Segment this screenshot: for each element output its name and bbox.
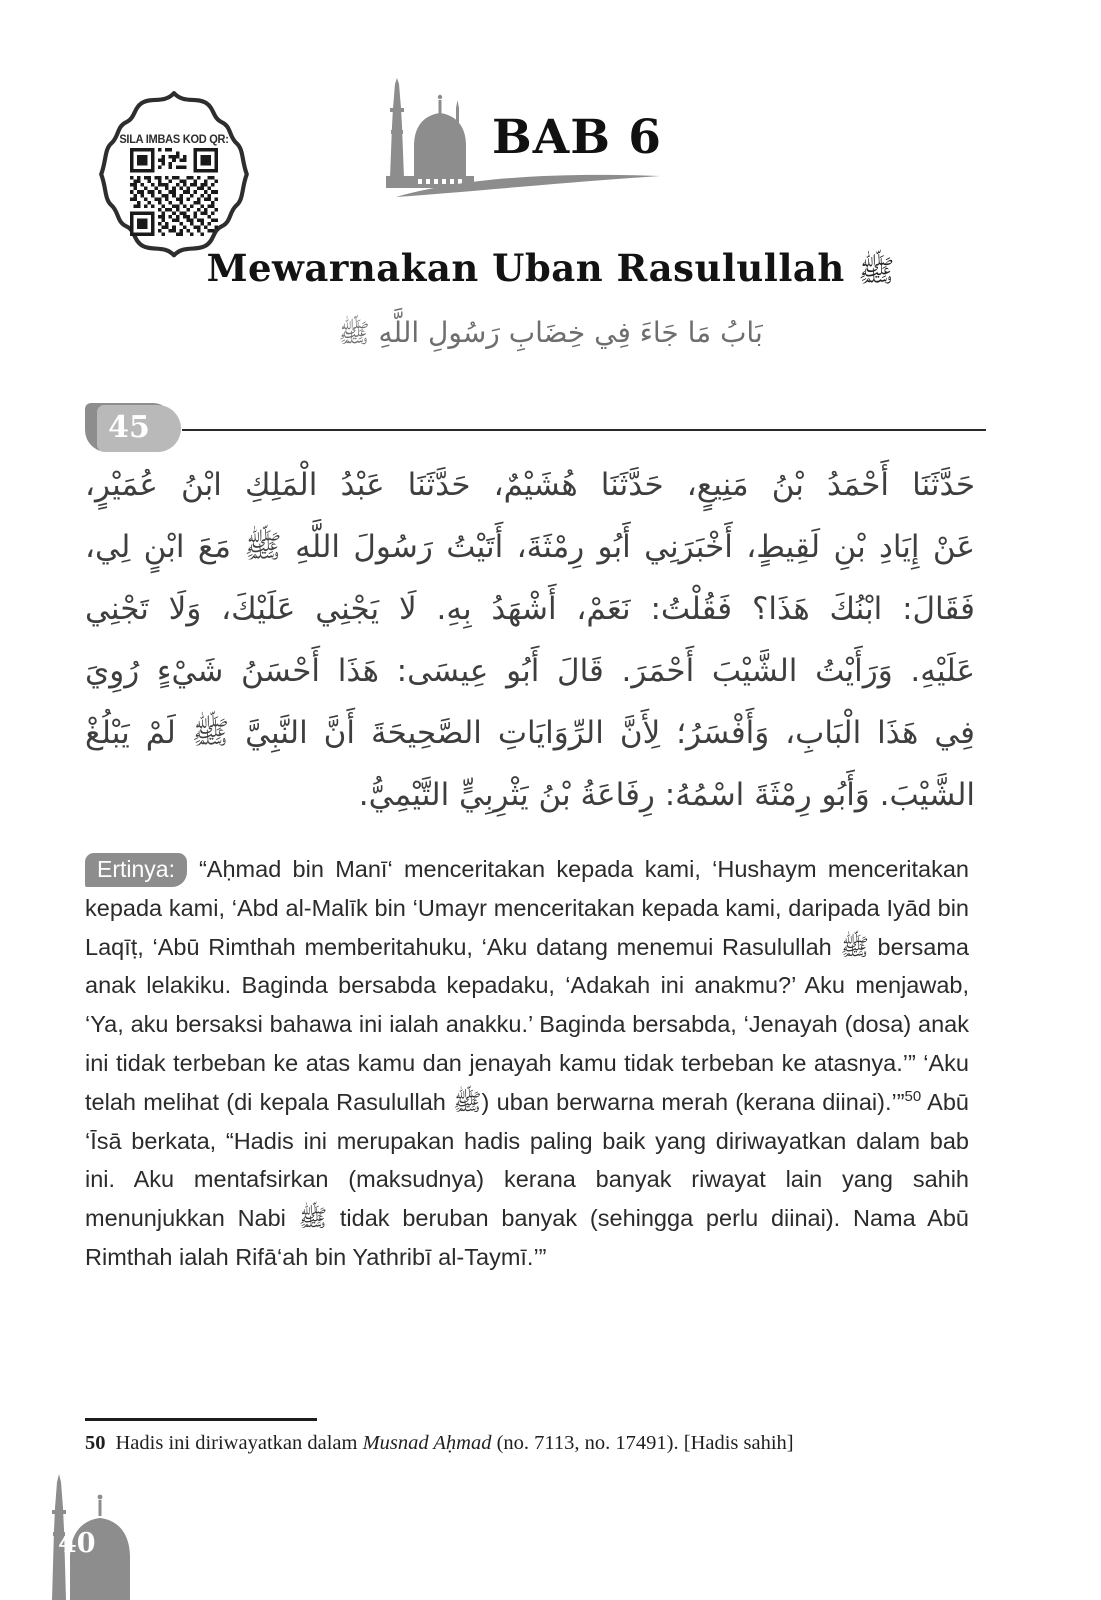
arabic-line: فِي هَذَا الْبَابِ، وَأَفْسَرُ؛ لِأَنَّ الرِّوَايَاتِ الصَّحِيحَةَ أَنَّ النَّبِيَّ ﷺ لَمْ يَبْلُغْ: [85, 715, 975, 751]
page-title: [0, 246, 1101, 296]
arabic-chapter-heading-text: بَابُ مَا جَاءَ فِي خِضَابِ رَسُولِ اللَّهِ: [378, 316, 763, 349]
ertinya-badge: Ertinya:: [85, 853, 187, 887]
arabic-chapter-heading: [0, 316, 1101, 355]
swoosh-decoration-icon: [392, 170, 664, 198]
translation-text: “Aḥmad bin Manī‘ menceritakan kepada kami, ‘Hushaym menceritakan kepada kami, ‘Abd al-Malīk bin ‘Umayr menceritakan kepada kami, daripada Iyād bin Laqīṭ, ‘Abū Rimthah memberitahuku, ‘Aku datang menemui Rasulullah ﷺ bersama anak lelakiku. Baginda bersabda kepadaku, ‘Adakah ini anakmu?’ Aku menjawab, ‘Ya, aku bersaksi bahawa ini ialah anakku.’ Baginda bersabda, ‘Jenayah (dosa) anak ini tidak terbeban ke atas kamu dan jenayah kamu tidak terbeban ke atasnya.’” ‘Aku telah melihat (di kepala Rasulullah ﷺ) uban berwarna merah (kerana diinai).’”: [85, 856, 969, 1115]
arabic-line: فَقَالَ: ابْنُكَ هَذَا؟ فَقُلْتُ: نَعَمْ، أَشْهَدُ بِهِ. لَا يَجْنِي عَلَيْكَ، وَلَا تَجْنِي: [85, 591, 975, 627]
hadith-number: 45: [108, 410, 150, 445]
arabic-line: عَنْ إِيَادِ بْنِ لَقِيطٍ، أَخْبَرَنِي أَبُو رِمْثَةَ، أَتَيْتُ رَسُولَ اللَّهِ ﷺ مَعَ ابْنٍ لِي،: [85, 529, 975, 565]
qr-code-icon: [130, 148, 218, 236]
qr-block: [96, 90, 252, 256]
arabic-line: حَدَّثَنَا أَحْمَدُ بْنُ مَنِيعٍ، حَدَّثَنَا هُشَيْمٌ، حَدَّثَنَا عَبْدُ الْمَلِكِ ابْنُ عُمَيْرٍ،: [85, 467, 975, 503]
divider-rule: [182, 429, 986, 431]
translation-text: Abū ‘Īsā berkata, “Hadis ini merupakan hadis paling baik yang diriwayatkan dalam bab ini. Aku mentafsirkan (maksudnya) kerana banyak riwayat lain yang sahih menunjukkan Nabi ﷺ tidak beruban banyak (sehingga perlu diinai). Nama Abū Rimthah ialah Rifā‘ah bin Yathribī al-Taymī.’”: [85, 1088, 969, 1270]
honorific-symbol: ﷺ: [858, 254, 895, 289]
translation-paragraph: [85, 850, 969, 1277]
footnote-rule: [85, 1418, 317, 1421]
qr-label: SILA IMBAS KOD QR:: [119, 132, 229, 146]
hadith-number-badge: [85, 403, 173, 452]
page-number: 40: [58, 1528, 96, 1559]
footnote-text: Hadis ini diriwayatkan dalam: [115, 1432, 363, 1454]
chapter-label: BAB 6: [492, 110, 662, 165]
arabic-hadith-text: [85, 454, 975, 826]
page-title-text: Mewarnakan Uban Rasulullah: [206, 246, 845, 290]
footnote: [85, 1432, 975, 1455]
footnote-reference: 50: [904, 1087, 922, 1105]
arabic-line: عَلَيْهِ. وَرَأَيْتُ الشَّيْبَ أَحْمَرَ. قَالَ أَبُو عِيسَى: هَذَا أَحْسَنُ شَيْءٍ رُوِيَ: [85, 653, 975, 689]
arabic-line: الشَّيْبَ. وَأَبُو رِمْثَةَ اسْمُهُ: رِفَاعَةُ بْنُ يَثْرِبِيٍّ التَّيْمِيُّ.: [358, 777, 975, 813]
chapter-header: [378, 78, 678, 198]
footnote-work-title: Musnad Aḥmad: [362, 1432, 492, 1454]
honorific-symbol: ﷺ: [338, 319, 370, 349]
footnote-marker: 50: [85, 1432, 106, 1454]
footnote-text: (no. 7113, no. 17491). [Hadis sahih]: [491, 1432, 794, 1454]
